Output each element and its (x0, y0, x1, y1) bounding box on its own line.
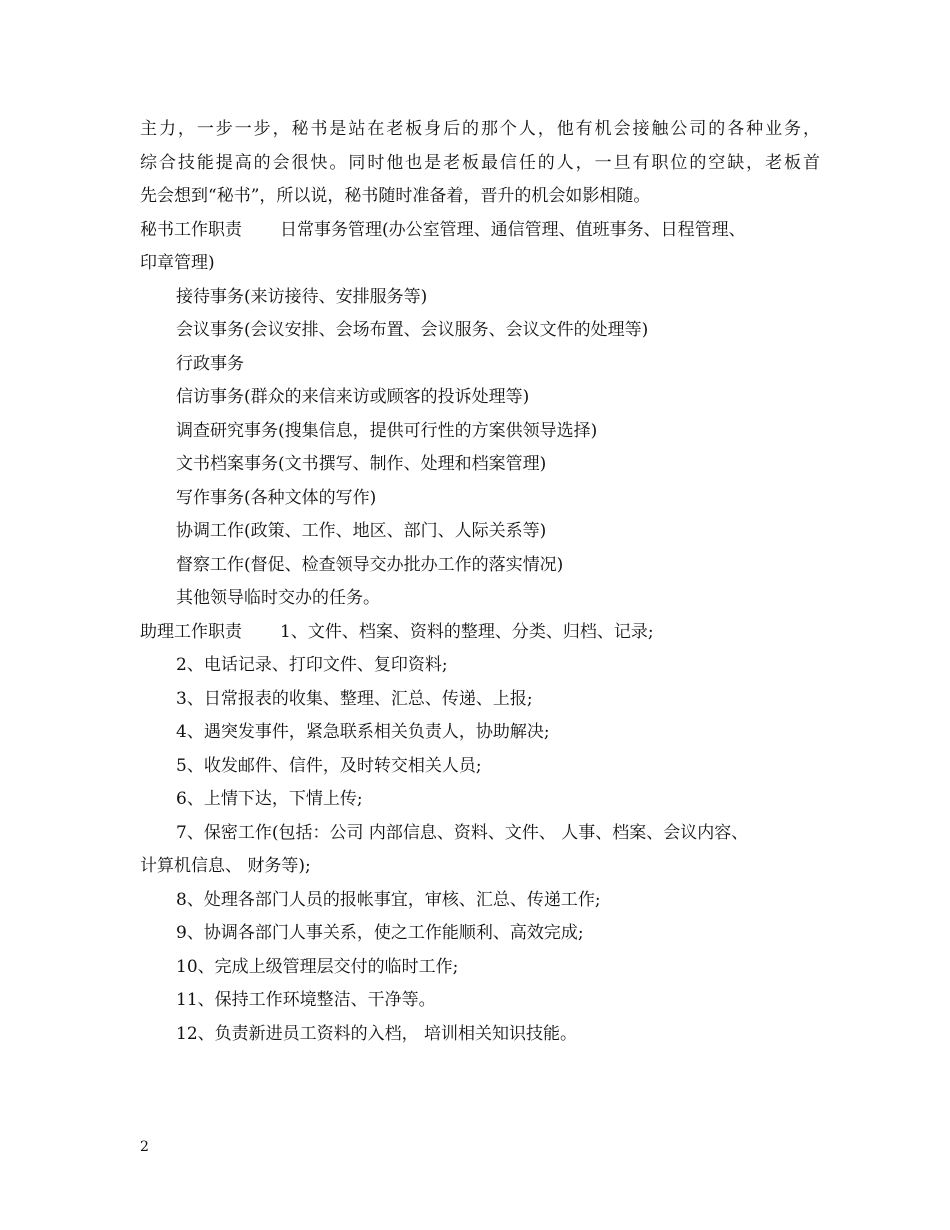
secretary-duty-item: 写作事务(各种文体的写作) (176, 487, 377, 508)
assistant-duties-heading-line (140, 616, 820, 650)
assistant-duty-item-continued: 计算机信息、 财务等); (140, 856, 311, 876)
assistant-duty-item: 4、遇突发事件，紧急联系相关负责人，协助解决; (176, 722, 550, 742)
secretary-duty-item: 督察工作(督促、检查领导交办批办工作的落实情况) (176, 554, 564, 575)
secretary-duty-item: 接待事务(来访接待、安排服务等) (176, 286, 428, 307)
secretary-duty-item: 调查研究事务(搜集信息，提供可行性的方案供领导选择) (176, 420, 598, 441)
secretary-duty-item: 信访事务(群众的来信来访或顾客的投诉处理等) (176, 387, 530, 407)
secretary-duties-heading-line (140, 214, 820, 248)
assistant-duty-item: 7、保密工作(包括：公司 内部信息、资料、文件、 人事、档案、会议内容、 (176, 822, 749, 843)
secretary-duty-item: 协调工作(政策、工作、地区、部门、人际关系等) (176, 521, 547, 541)
secretary-duty-item: 其他领导临时交办的任务。 (176, 588, 380, 608)
assistant-duty-item: 10、完成上级管理层交付的临时工作; (176, 956, 459, 977)
assistant-duty-item: 1、文件、档案、资料的整理、分类、归档、记录; (280, 621, 654, 642)
secretary-duty-item: 行政事务 (176, 353, 244, 374)
secretary-duty-item-continued: 印章管理) (140, 253, 215, 273)
assistant-duty-item: 8、处理各部门人员的报帐事宜，审核、汇总、传递工作; (176, 889, 601, 910)
intro-line: 综合技能提高的会很快。同时他也是老板最信任的人，一旦有职位的空缺，老板首 (140, 152, 820, 173)
assistant-duty-item: 12、负责新进员工资料的入档， 培训相关知识技能。 (176, 1023, 578, 1044)
secretary-duty-item: 日常事务管理(办公室管理、通信管理、值班事务、日程管理、 (280, 219, 746, 240)
secretary-duty-item: 文书档案事务(文书撰写、制作、处理和档案管理) (176, 454, 547, 474)
assistant-duty-item: 2、电话记录、打印文件、复印资料; (176, 655, 448, 675)
assistant-duty-item: 9、协调各部门人事关系，使之工作能顺利、高效完成; (176, 923, 584, 943)
secretary-duties-heading: 秘书工作职责 (140, 219, 242, 240)
assistant-duty-item: 11、保持工作环境整洁、干净等。 (176, 990, 436, 1010)
intro-line: 先会想到“秘书”，所以说，秘书随时准备着，晋升的机会如影相随。 (140, 186, 651, 206)
secretary-duty-item: 会议事务(会议安排、会场布置、会议服务、会议文件的处理等) (176, 320, 649, 340)
assistant-duties-heading: 助理工作职责 (140, 621, 242, 642)
assistant-duty-item: 6、上情下达，下情上传; (176, 789, 363, 809)
intro-line: 主力，一步一步，秘书是站在老板身后的那个人，他有机会接触公司的各种业务， (140, 119, 820, 139)
document-body (140, 113, 820, 1051)
assistant-duty-item: 3、日常报表的收集、整理、汇总、传递、上报; (176, 688, 533, 709)
page-number: 2 (140, 1139, 149, 1155)
assistant-duty-item: 5、收发邮件、信件，及时转交相关人员; (176, 755, 482, 776)
